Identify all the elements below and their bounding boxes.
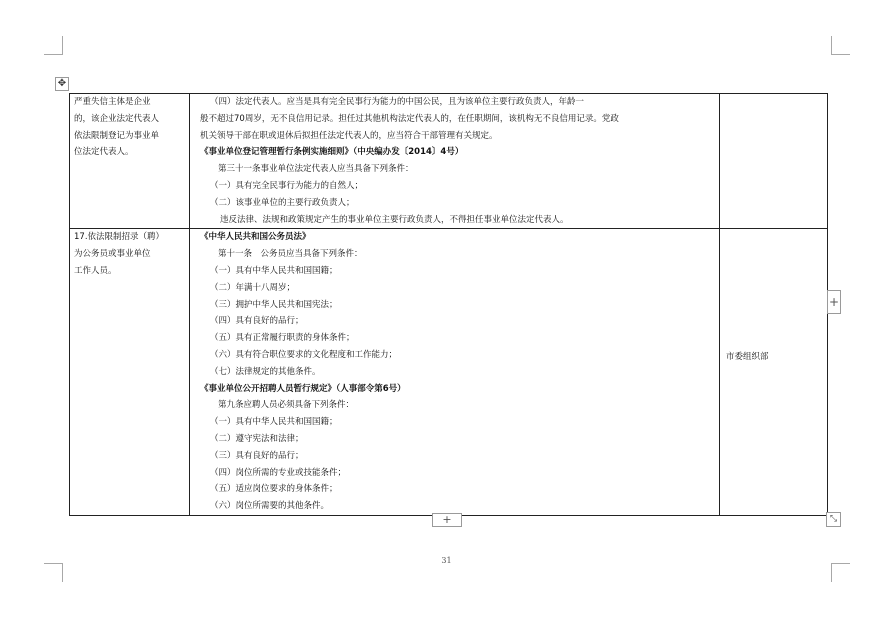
basis-text-line: 机关领导干部在职或退休后拟担任法定代表人的，应当符合干部管理有关规定。	[200, 130, 498, 141]
crop-mark-top-right	[831, 36, 850, 55]
basis-text-line: （一）具有完全民事行为能力的自然人；	[210, 180, 364, 191]
crop-mark-top-left	[44, 36, 63, 55]
basis-text-line: （五）具有正常履行职责的身体条件；	[210, 333, 355, 344]
basis-text-line: （二）遵守宪法和法律；	[210, 433, 304, 444]
item-text-line: 依法限制登记为事业单	[74, 130, 160, 141]
page-number: 31	[441, 556, 452, 565]
basis-text-line: （六）岗位所需要的其他条件。	[210, 501, 330, 512]
item-text-line: 位法定代表人。	[74, 147, 134, 158]
item-text-line: 17.依法限制招录（聘）	[74, 232, 165, 243]
basis-cell[interactable]	[190, 94, 720, 229]
item-text-line: 的，该企业法定代表人	[74, 113, 160, 124]
table-resize-icon[interactable]: ⤡	[826, 512, 841, 527]
policy-table	[69, 93, 828, 516]
table-move-handle-icon[interactable]: ✥	[55, 77, 69, 91]
basis-text-line: 第九条应聘人员必须具备下列条件：	[218, 400, 355, 411]
crop-mark-bottom-right	[831, 563, 850, 582]
table-row	[70, 94, 828, 229]
basis-text-line: 般不超过70周岁，无不良信用记录。担任过其他机构法定代表人的，在任职期间，该机构无不良信用记录。党政	[200, 113, 619, 124]
regulation-title: 《中华人民共和国公务员法》	[200, 232, 311, 243]
basis-text-line: （四）岗位所需的专业或技能条件；	[210, 467, 347, 478]
item-text-line: 严重失信主体是企业	[74, 97, 151, 107]
regulation-title: 《事业单位公开招聘人员暂行规定》（人事部令第6号）	[200, 383, 406, 394]
basis-text-line: 违反法律、法规和政策规定产生的事业单位主要行政负责人，不得担任事业单位法定代表人。	[220, 214, 569, 225]
org-name: 市委组织部	[726, 352, 769, 363]
org-cell[interactable]	[720, 94, 828, 229]
add-column-button[interactable]: +	[827, 290, 841, 314]
basis-text-line: （一）具有中华人民共和国国籍；	[210, 265, 338, 276]
add-row-button[interactable]: +	[432, 513, 462, 527]
basis-text-line: （五）适应岗位要求的身体条件；	[210, 484, 338, 495]
basis-text-line: （四）具有良好的品行；	[210, 316, 304, 327]
crop-mark-bottom-left	[44, 563, 63, 582]
basis-text-line: （六）具有符合职位要求的文化程度和工作能力；	[210, 349, 398, 360]
basis-text-line: （三）拥护中华人民共和国宪法；	[210, 299, 338, 310]
basis-text-line: （三）具有良好的品行；	[210, 450, 304, 461]
basis-text-line: （一）具有中华人民共和国国籍；	[210, 417, 338, 428]
regulation-title: 《事业单位登记管理暂行条例实施细则》（中央编办发〔2014〕4号）	[200, 147, 464, 158]
basis-text-line: 第十一条 公务员应当具备下列条件：	[218, 249, 363, 260]
basis-text-line: （二）年满十八周岁；	[210, 282, 296, 293]
org-cell[interactable]	[720, 229, 828, 516]
item-text-line: 工作人员。	[74, 265, 117, 276]
basis-cell[interactable]	[190, 229, 720, 516]
item-cell[interactable]	[70, 229, 190, 516]
item-text-line: 为公务员或事业单位	[74, 249, 151, 260]
basis-text-line: 第三十一条事业单位法定代表人应当具备下列条件：	[218, 164, 414, 175]
basis-text-line: （七）法律规定的其他条件。	[210, 366, 321, 377]
table-row	[70, 229, 828, 516]
item-cell[interactable]	[70, 94, 190, 229]
basis-text-line: （二）该事业单位的主要行政负责人；	[210, 197, 355, 208]
basis-text-line: （四）法定代表人。应当是具有完全民事行为能力的中国公民，且为该单位主要行政负责人，年龄一	[210, 97, 585, 107]
